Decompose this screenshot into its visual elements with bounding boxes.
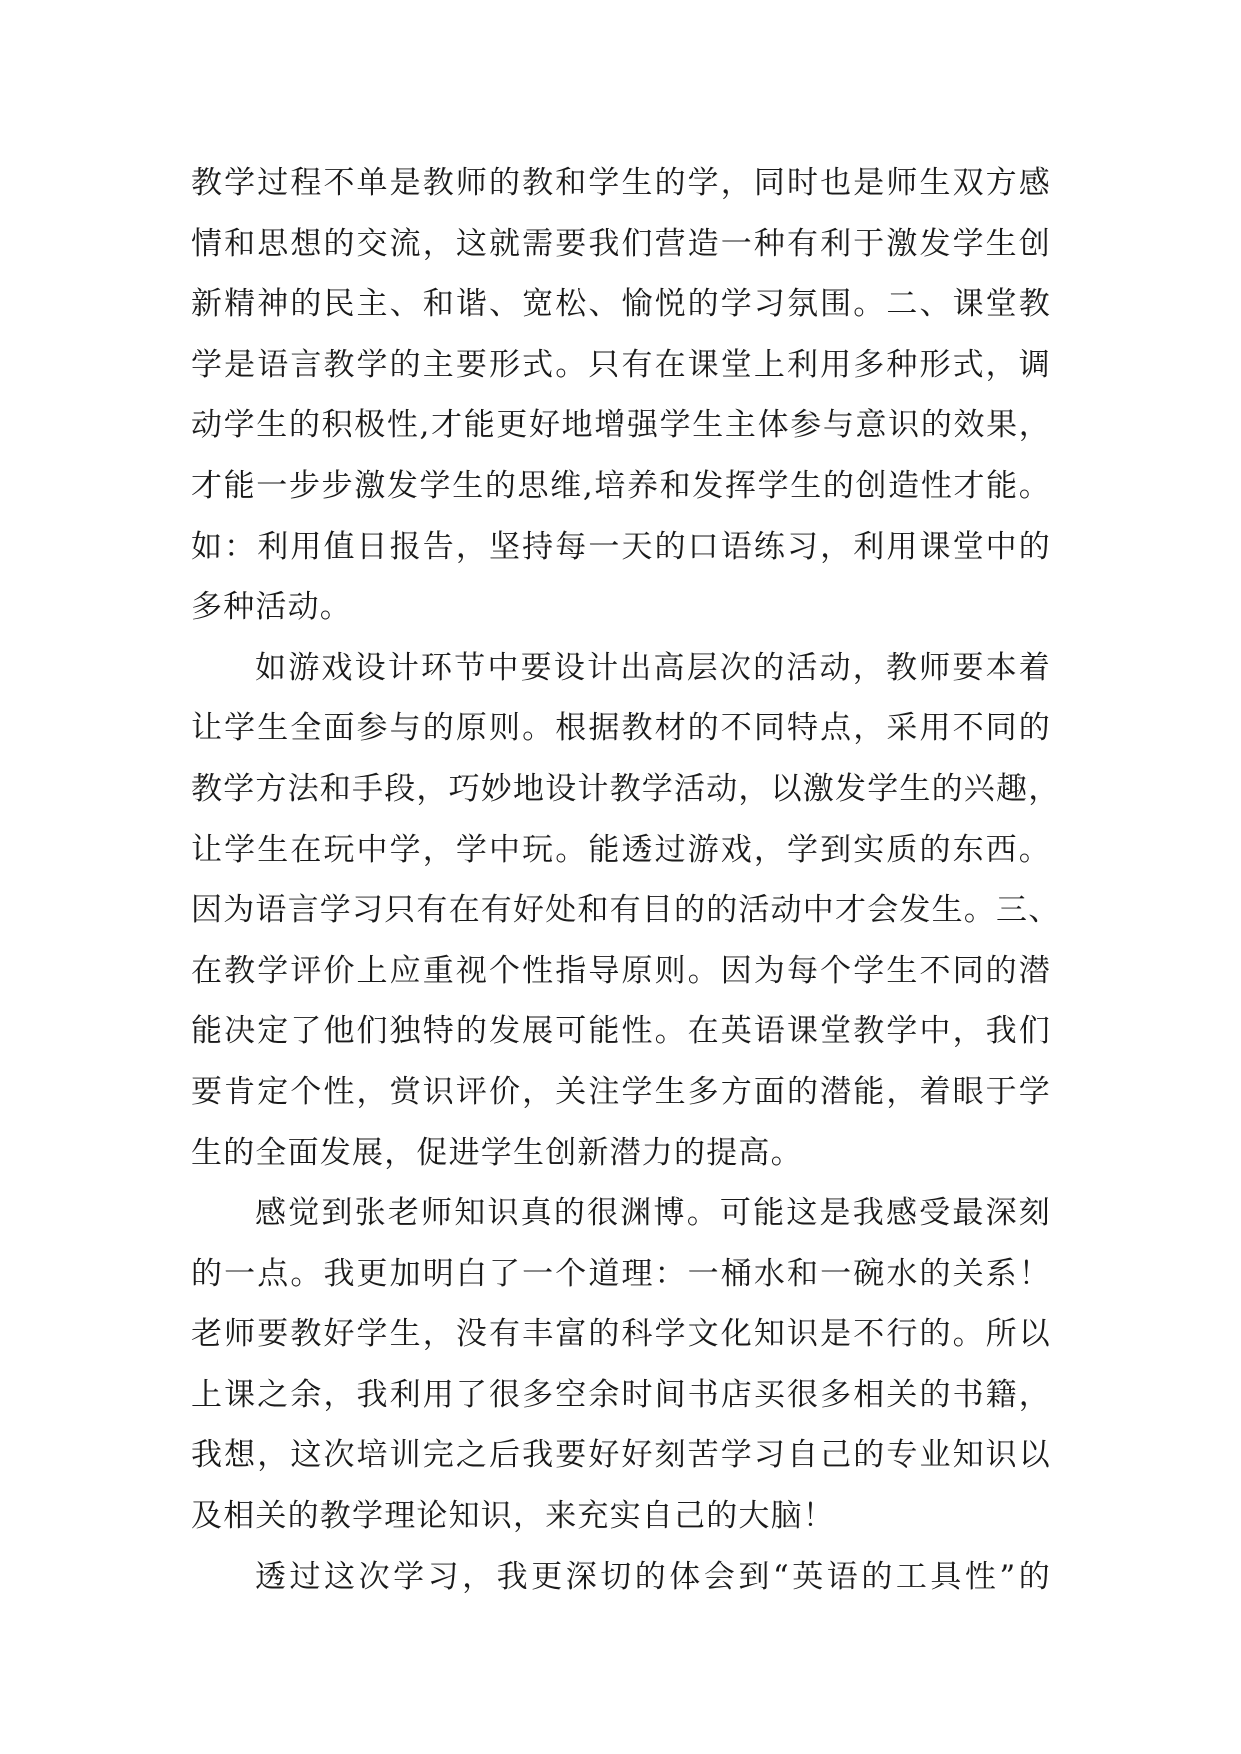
text-line: 透过这次学习，我更深切的体会到“英语的工具性”的 xyxy=(255,1558,1051,1595)
text-line: 教学方法和手段，巧妙地设计教学活动，以激发学生的兴趣， xyxy=(191,770,1061,807)
paragraph-3 xyxy=(191,1183,1051,1547)
text-line: 老师要教好学生，没有丰富的科学文化知识是不行的。所以 xyxy=(191,1316,1051,1353)
text-line: 如：利用值日报告，坚持每一天的口语练习，利用课堂中的 xyxy=(191,528,1051,565)
document-body xyxy=(191,153,1061,1607)
text-line: 上课之余，我利用了很多空余时间书店买很多相关的书籍， xyxy=(191,1376,1051,1413)
text-line: 要肯定个性，赏识评价，关注学生多方面的潜能，着眼于学 xyxy=(191,1073,1051,1110)
text-line: 学是语言教学的主要形式。只有在课堂上利用多种形式，调 xyxy=(191,346,1051,383)
text-line: 的一点。我更加明白了一个道理：一桶水和一碗水的关系！ xyxy=(191,1255,1051,1292)
text-line: 新精神的民主、和谐、宽松、愉悦的学习氛围。二、课堂教 xyxy=(191,286,1051,323)
text-line: 如游戏设计环节中要设计出高层次的活动，教师要本着 xyxy=(255,649,1051,686)
paragraph-2 xyxy=(191,638,1061,1183)
text-line: 多种活动。 xyxy=(191,589,352,626)
paragraph-4 xyxy=(191,1547,1051,1608)
text-line: 情和思想的交流，这就需要我们营造一种有利于激发学生创 xyxy=(191,225,1051,262)
text-line: 能决定了他们独特的发展可能性。在英语课堂教学中，我们 xyxy=(191,1013,1051,1050)
text-line: 教学过程不单是教师的教和学生的学，同时也是师生双方感 xyxy=(191,165,1051,201)
text-line: 因为语言学习只有在有好处和有目的的活动中才会发生。三、 xyxy=(191,892,1061,929)
text-line: 我想，这次培训完之后我要好好刻苦学习自己的专业知识以 xyxy=(191,1437,1051,1474)
text-line: 让学生在玩中学，学中玩。能透过游戏，学到实质的东西。 xyxy=(191,831,1051,868)
paragraph-1 xyxy=(191,153,1051,638)
text-line: 感觉到张老师知识真的很渊博。可能这是我感受最深刻 xyxy=(255,1195,1051,1232)
text-line: 才能一步步激发学生的思维,培养和发挥学生的创造性才能。 xyxy=(191,467,1051,504)
text-line: 在教学评价上应重视个性指导原则。因为每个学生不同的潜 xyxy=(191,952,1051,989)
text-line: 让学生全面参与的原则。根据教材的不同特点，采用不同的 xyxy=(191,710,1051,747)
text-line: 及相关的教学理论知识，来充实自己的大脑！ xyxy=(191,1498,835,1535)
text-line: 动学生的积极性,才能更好地增强学生主体参与意识的效果， xyxy=(191,407,1051,444)
text-line: 生的全面发展，促进学生创新潜力的提高。 xyxy=(191,1134,803,1171)
